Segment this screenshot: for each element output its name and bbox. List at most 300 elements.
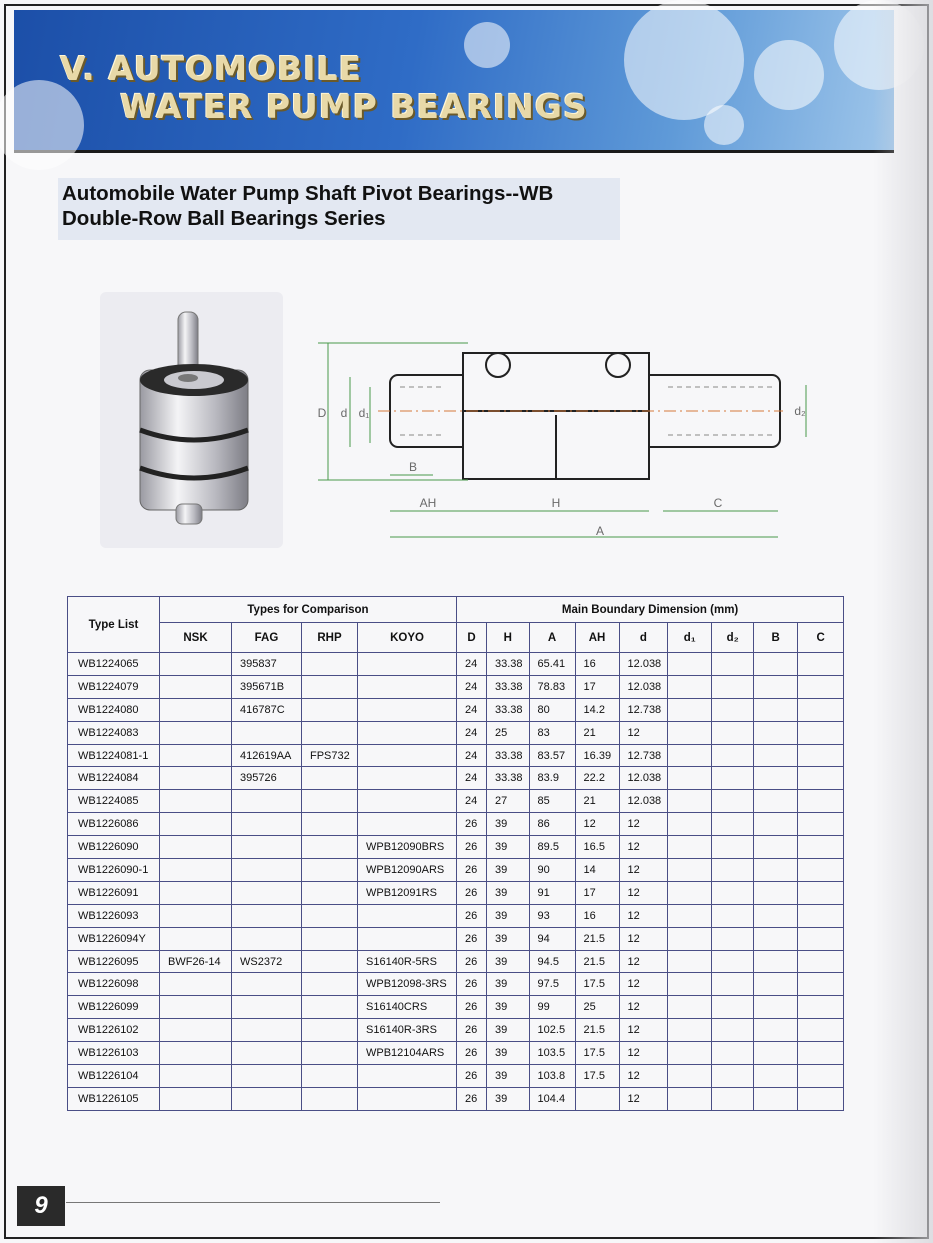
cell-ah: 17	[575, 675, 619, 698]
cell-koyo	[358, 927, 457, 950]
type-list-header: Type List	[68, 597, 160, 653]
col-koyo: KOYO	[358, 623, 457, 653]
cell-a: 83.9	[529, 767, 575, 790]
cell-koyo: WPB12104ARS	[358, 1042, 457, 1065]
cell-a: 94	[529, 927, 575, 950]
bearing-photo	[100, 292, 283, 548]
cell-nsk	[160, 721, 232, 744]
cell-koyo	[358, 813, 457, 836]
table-row	[68, 836, 844, 859]
cell-d: 24	[457, 790, 487, 813]
cell-d: 24	[457, 721, 487, 744]
cell-type: WB1226091	[68, 881, 160, 904]
cell-d: 12	[619, 904, 668, 927]
cell-nsk	[160, 790, 232, 813]
table-row	[68, 744, 844, 767]
cell-h: 39	[487, 1019, 530, 1042]
label-d: d	[340, 406, 348, 420]
table-row	[68, 698, 844, 721]
cell-d: 26	[457, 904, 487, 927]
cell-rhp	[302, 721, 358, 744]
cell-nsk	[160, 767, 232, 790]
cell-d: 12	[619, 996, 668, 1019]
cell-d1	[668, 653, 712, 676]
table-row	[68, 1042, 844, 1065]
decorative-bubble	[624, 0, 744, 120]
cell-d2	[712, 721, 754, 744]
cell-nsk	[160, 653, 232, 676]
cell-ah: 16.5	[575, 836, 619, 859]
cell-d: 12.038	[619, 790, 668, 813]
cell-type: WB1224083	[68, 721, 160, 744]
cell-d2	[712, 927, 754, 950]
cell-h: 33.38	[487, 675, 530, 698]
cell-d: 26	[457, 996, 487, 1019]
table-row	[68, 996, 844, 1019]
cell-b	[754, 859, 798, 882]
cell-c	[798, 767, 844, 790]
cell-ah: 12	[575, 813, 619, 836]
cell-c	[798, 904, 844, 927]
cell-a: 99	[529, 996, 575, 1019]
cell-rhp	[302, 881, 358, 904]
cell-d2	[712, 698, 754, 721]
cell-fag: 395726	[232, 767, 302, 790]
cell-fag	[232, 881, 302, 904]
cell-type: WB1226090	[68, 836, 160, 859]
cell-d2	[712, 653, 754, 676]
cell-fag: 412619AA	[232, 744, 302, 767]
cell-type: WB1224081-1	[68, 744, 160, 767]
cell-b	[754, 721, 798, 744]
cell-ah: 17.5	[575, 1042, 619, 1065]
cell-d: 12	[619, 813, 668, 836]
cell-d2	[712, 950, 754, 973]
cell-d: 24	[457, 698, 487, 721]
cell-a: 86	[529, 813, 575, 836]
cell-h: 33.38	[487, 767, 530, 790]
cell-h: 25	[487, 721, 530, 744]
cell-c	[798, 859, 844, 882]
cell-rhp	[302, 836, 358, 859]
cell-d1	[668, 698, 712, 721]
comparison-header: Types for Comparison	[160, 597, 457, 623]
cell-fag	[232, 859, 302, 882]
cell-fag	[232, 904, 302, 927]
cell-rhp	[302, 813, 358, 836]
cell-b	[754, 1019, 798, 1042]
cell-ah: 22.2	[575, 767, 619, 790]
cell-ah: 14.2	[575, 698, 619, 721]
dimension-header: Main Boundary Dimension (mm)	[457, 597, 844, 623]
table-row	[68, 950, 844, 973]
cell-koyo	[358, 744, 457, 767]
cell-rhp	[302, 790, 358, 813]
cell-c	[798, 1065, 844, 1088]
cell-d: 12	[619, 721, 668, 744]
cell-d2	[712, 973, 754, 996]
cell-c	[798, 927, 844, 950]
table-row	[68, 721, 844, 744]
cell-rhp	[302, 904, 358, 927]
cell-d: 24	[457, 744, 487, 767]
cell-c	[798, 675, 844, 698]
cell-d1	[668, 1042, 712, 1065]
cell-h: 39	[487, 859, 530, 882]
cell-h: 39	[487, 996, 530, 1019]
cell-type: WB1226095	[68, 950, 160, 973]
cell-fag	[232, 813, 302, 836]
cell-koyo	[358, 653, 457, 676]
table-row	[68, 813, 844, 836]
cell-ah: 17.5	[575, 1065, 619, 1088]
cell-type: WB1224065	[68, 653, 160, 676]
cell-type: WB1226094Y	[68, 927, 160, 950]
cell-fag	[232, 721, 302, 744]
cell-ah: 17	[575, 881, 619, 904]
col-H: H	[487, 623, 530, 653]
page-edge-shadow	[873, 0, 933, 1243]
cell-ah: 17.5	[575, 973, 619, 996]
cell-ah: 14	[575, 859, 619, 882]
cell-nsk	[160, 904, 232, 927]
cell-a: 80	[529, 698, 575, 721]
cell-d: 26	[457, 813, 487, 836]
cell-h: 33.38	[487, 698, 530, 721]
cell-rhp	[302, 675, 358, 698]
cell-d: 12	[619, 859, 668, 882]
cell-a: 103.5	[529, 1042, 575, 1065]
cell-type: WB1226090-1	[68, 859, 160, 882]
cell-a: 78.83	[529, 675, 575, 698]
cell-ah: 25	[575, 996, 619, 1019]
cell-h: 39	[487, 881, 530, 904]
cell-a: 93	[529, 904, 575, 927]
cell-koyo: WPB12090ARS	[358, 859, 457, 882]
cell-ah: 21.5	[575, 1019, 619, 1042]
cell-type: WB1226093	[68, 904, 160, 927]
cell-h: 27	[487, 790, 530, 813]
cell-fag: 395671B	[232, 675, 302, 698]
col-D: D	[457, 623, 487, 653]
cell-koyo	[358, 675, 457, 698]
cell-d: 12.738	[619, 744, 668, 767]
cell-ah: 21	[575, 721, 619, 744]
col-nsk: NSK	[160, 623, 232, 653]
cell-d1	[668, 675, 712, 698]
title-line-2: WATER PUMP BEARINGS	[120, 87, 588, 126]
cell-d: 12	[619, 1019, 668, 1042]
cell-type: WB1226102	[68, 1019, 160, 1042]
col-d: d	[619, 623, 668, 653]
cell-rhp	[302, 1087, 358, 1110]
cell-nsk	[160, 859, 232, 882]
cell-ah: 16	[575, 653, 619, 676]
cell-c	[798, 721, 844, 744]
cell-b	[754, 813, 798, 836]
cell-d: 26	[457, 973, 487, 996]
cell-d2	[712, 675, 754, 698]
cell-a: 65.41	[529, 653, 575, 676]
cell-nsk	[160, 1019, 232, 1042]
cell-a: 89.5	[529, 836, 575, 859]
cell-fag: 416787C	[232, 698, 302, 721]
cell-b	[754, 698, 798, 721]
cell-d1	[668, 767, 712, 790]
cell-a: 85	[529, 790, 575, 813]
cell-d2	[712, 1087, 754, 1110]
col-d2: d₂	[712, 623, 754, 653]
cell-d: 24	[457, 653, 487, 676]
cell-h: 39	[487, 813, 530, 836]
cell-d2	[712, 813, 754, 836]
cell-d: 26	[457, 881, 487, 904]
cell-nsk	[160, 1065, 232, 1088]
cell-d1	[668, 1019, 712, 1042]
subtitle-line-1: Automobile Water Pump Shaft Pivot Bearings--WB	[62, 182, 554, 205]
label-d2: d₂	[794, 404, 806, 418]
cell-d1	[668, 881, 712, 904]
cell-ah: 21.5	[575, 950, 619, 973]
decorative-bubble	[704, 105, 744, 145]
cell-koyo: S16140R-5RS	[358, 950, 457, 973]
cell-d1	[668, 859, 712, 882]
cell-nsk	[160, 881, 232, 904]
table-row	[68, 790, 844, 813]
cell-c	[798, 973, 844, 996]
cell-c	[798, 813, 844, 836]
cell-ah: 16	[575, 904, 619, 927]
cell-nsk	[160, 1042, 232, 1065]
cell-h: 39	[487, 973, 530, 996]
cell-d1	[668, 1087, 712, 1110]
cell-fag	[232, 996, 302, 1019]
cell-b	[754, 1065, 798, 1088]
cell-fag	[232, 1042, 302, 1065]
cell-h: 39	[487, 904, 530, 927]
cell-d2	[712, 836, 754, 859]
cell-b	[754, 973, 798, 996]
cell-c	[798, 744, 844, 767]
cell-fag	[232, 836, 302, 859]
cell-d1	[668, 904, 712, 927]
cell-d1	[668, 790, 712, 813]
label-D: D	[317, 406, 327, 420]
cell-nsk	[160, 698, 232, 721]
cell-koyo	[358, 1065, 457, 1088]
table-row	[68, 904, 844, 927]
cell-c	[798, 950, 844, 973]
cell-c	[798, 698, 844, 721]
cell-type: WB1224084	[68, 767, 160, 790]
cell-d2	[712, 996, 754, 1019]
cell-d2	[712, 1042, 754, 1065]
cell-d: 12	[619, 973, 668, 996]
bearing-illustration	[100, 292, 283, 548]
cell-h: 39	[487, 950, 530, 973]
cell-d: 12.738	[619, 698, 668, 721]
cell-koyo: WPB12091RS	[358, 881, 457, 904]
cell-koyo	[358, 904, 457, 927]
cell-koyo: S16140CRS	[358, 996, 457, 1019]
cell-d: 26	[457, 836, 487, 859]
cell-c	[798, 881, 844, 904]
cell-b	[754, 675, 798, 698]
cell-d1	[668, 836, 712, 859]
cell-rhp	[302, 859, 358, 882]
cell-d2	[712, 859, 754, 882]
cell-a: 104.4	[529, 1087, 575, 1110]
cell-b	[754, 767, 798, 790]
cell-b	[754, 950, 798, 973]
cell-h: 39	[487, 836, 530, 859]
cell-a: 94.5	[529, 950, 575, 973]
label-B: B	[408, 460, 418, 474]
cell-b	[754, 653, 798, 676]
cell-fag: 395837	[232, 653, 302, 676]
cell-koyo	[358, 721, 457, 744]
label-d1: d₁	[358, 406, 370, 420]
cell-c	[798, 1042, 844, 1065]
table-row	[68, 1065, 844, 1088]
cell-d: 12	[619, 836, 668, 859]
cell-type: WB1226086	[68, 813, 160, 836]
label-A: A	[595, 524, 605, 538]
cell-c	[798, 790, 844, 813]
cell-a: 90	[529, 859, 575, 882]
cell-koyo	[358, 790, 457, 813]
table-row	[68, 973, 844, 996]
cell-type: WB1226104	[68, 1065, 160, 1088]
cell-rhp	[302, 950, 358, 973]
cell-rhp	[302, 1019, 358, 1042]
cell-d: 26	[457, 1087, 487, 1110]
cell-fag	[232, 1087, 302, 1110]
cell-b	[754, 904, 798, 927]
table-row	[68, 1087, 844, 1110]
header-banner	[14, 10, 894, 153]
cell-d: 12	[619, 881, 668, 904]
cell-d2	[712, 1019, 754, 1042]
cell-type: WB1224079	[68, 675, 160, 698]
cell-koyo	[358, 698, 457, 721]
cell-fag: WS2372	[232, 950, 302, 973]
cell-fag	[232, 1065, 302, 1088]
cell-rhp	[302, 653, 358, 676]
cell-koyo: WPB12090BRS	[358, 836, 457, 859]
label-H: H	[551, 496, 561, 510]
cell-b	[754, 790, 798, 813]
cell-d1	[668, 950, 712, 973]
cell-c	[798, 1019, 844, 1042]
cell-d: 24	[457, 767, 487, 790]
cell-h: 39	[487, 1065, 530, 1088]
cell-type: WB1226103	[68, 1042, 160, 1065]
cell-rhp	[302, 996, 358, 1019]
cell-type: WB1224080	[68, 698, 160, 721]
cell-d1	[668, 721, 712, 744]
col-B: B	[754, 623, 798, 653]
cell-rhp	[302, 973, 358, 996]
section-subtitle	[62, 181, 553, 231]
cell-h: 33.38	[487, 744, 530, 767]
cell-h: 39	[487, 1042, 530, 1065]
cell-b	[754, 1087, 798, 1110]
col-rhp: RHP	[302, 623, 358, 653]
table-row	[68, 1019, 844, 1042]
cell-nsk	[160, 927, 232, 950]
cell-fag	[232, 973, 302, 996]
cell-c	[798, 1087, 844, 1110]
cell-b	[754, 744, 798, 767]
cell-d2	[712, 1065, 754, 1088]
cell-d: 12.038	[619, 767, 668, 790]
cell-d: 12	[619, 927, 668, 950]
cell-fag	[232, 790, 302, 813]
cell-rhp	[302, 698, 358, 721]
page-number: 9	[17, 1186, 65, 1226]
cell-koyo: S16140R-3RS	[358, 1019, 457, 1042]
cell-d: 24	[457, 675, 487, 698]
cell-d1	[668, 813, 712, 836]
label-C: C	[713, 496, 723, 510]
cell-d1	[668, 973, 712, 996]
cell-d: 12	[619, 950, 668, 973]
cell-h: 39	[487, 927, 530, 950]
cell-type: WB1226099	[68, 996, 160, 1019]
cell-d: 12.038	[619, 675, 668, 698]
table-row	[68, 653, 844, 676]
cell-b	[754, 881, 798, 904]
cell-b	[754, 996, 798, 1019]
cell-a: 97.5	[529, 973, 575, 996]
col-A: A	[529, 623, 575, 653]
table-row	[68, 859, 844, 882]
cell-d: 26	[457, 1019, 487, 1042]
cell-c	[798, 836, 844, 859]
cell-d: 26	[457, 859, 487, 882]
cell-nsk	[160, 675, 232, 698]
decorative-bubble	[754, 40, 824, 110]
cell-nsk	[160, 996, 232, 1019]
cell-nsk	[160, 1087, 232, 1110]
cell-d: 26	[457, 950, 487, 973]
cell-nsk	[160, 973, 232, 996]
cell-ah: 21	[575, 790, 619, 813]
footer-rule	[66, 1202, 440, 1203]
cell-rhp: FPS732	[302, 744, 358, 767]
cell-nsk	[160, 744, 232, 767]
table-body	[68, 653, 844, 1111]
cell-b	[754, 836, 798, 859]
cell-d2	[712, 744, 754, 767]
cell-type: WB1226105	[68, 1087, 160, 1110]
technical-drawing	[317, 325, 806, 545]
bearing-table	[67, 596, 844, 1111]
cell-h: 39	[487, 1087, 530, 1110]
cell-a: 83.57	[529, 744, 575, 767]
cell-rhp	[302, 1065, 358, 1088]
cell-rhp	[302, 1042, 358, 1065]
cell-a: 103.8	[529, 1065, 575, 1088]
cell-nsk	[160, 836, 232, 859]
cell-h: 33.38	[487, 653, 530, 676]
table-row	[68, 767, 844, 790]
cell-b	[754, 1042, 798, 1065]
col-fag: FAG	[232, 623, 302, 653]
cell-c	[798, 996, 844, 1019]
cell-nsk	[160, 813, 232, 836]
